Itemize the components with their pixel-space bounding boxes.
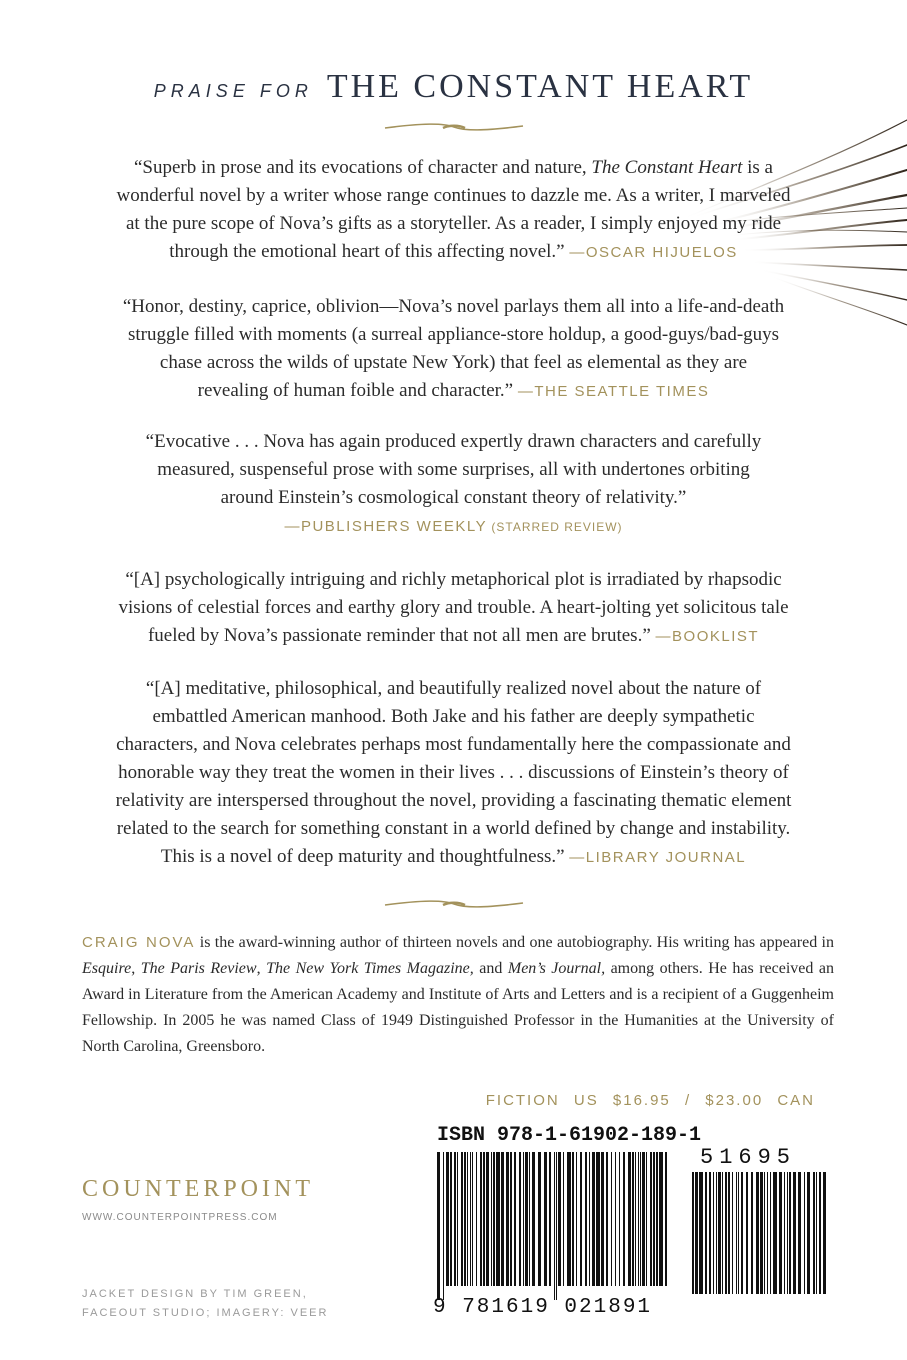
barcode-bar: [741, 1172, 743, 1294]
barcode-bar: [725, 1172, 727, 1294]
barcode-bar: [567, 1152, 571, 1286]
barcode-bar: [544, 1152, 547, 1286]
barcode-bar: [767, 1172, 768, 1294]
barcode-bar: [713, 1172, 714, 1294]
barcode-bar: [699, 1172, 703, 1294]
review-quote-hijuelos: “Superb in prose and its evocations of character and nature, The Constant Heart is a wonderful novel by a writer whose range continues to dazzle me. As a writer, I marveled at the pure scope of Nova’s gifts as a storyteller. As a reader, I simply enjoyed my ride through the emotional heart of this affecting novel.” —OSCAR HIJUELOS: [116, 157, 791, 262]
barcode-bar: [756, 1172, 759, 1294]
barcode-bar: [722, 1172, 723, 1294]
barcode-bar: [461, 1152, 463, 1286]
barcode-bar: [480, 1152, 482, 1286]
book-title-italic: The Constant Heart: [591, 157, 743, 178]
barcode-bar: [525, 1152, 528, 1286]
barcode-bar: [556, 1152, 557, 1300]
barcode-bar: [650, 1152, 652, 1286]
price-line: FICTION US $16.95 / $23.00 CAN: [485, 1092, 815, 1109]
barcode-bar: [532, 1152, 535, 1286]
review-quote-seattle-times: “Honor, destiny, caprice, oblivion—Nova’s novel parlays them all into a life-and-death struggle filled with moments (a surreal appliance-store holdup, a good-guys/bad-guys chase across the wilds of upstate New York) that feel as elemental as they are revealing of human foible and character.” —THE SEATTLE TIMES: [122, 296, 785, 401]
barcode-bar: [619, 1152, 620, 1286]
jacket-credits: JACKET DESIGN BY TIM GREEN, FACEOUT STUDIO; IMAGERY: VEER: [82, 1288, 329, 1319]
publisher-website: WWW.COUNTERPOINTPRESS.COM: [82, 1212, 278, 1223]
barcode-bar: [736, 1172, 737, 1294]
barcode-bar: [798, 1172, 801, 1294]
barcode-bar: [615, 1152, 616, 1286]
barcode-bar: [558, 1152, 561, 1286]
review-quote-library-journal: “[A] meditative, philosophical, and beautifully realized novel about the nature of embattled American manhood. Both Jake and his father are deeply sympathetic characters, and Nova celebrates perhaps most fundamentally here the compassionate and honorable way they treat the women in their lives . . . discussions of Einstein’s theory of relativity are interspersed throughout the novel, providing a fascinating thematic element related to the search for something constant in a world defined by change and instability. This is a novel of deep maturity and thoughtfulness.” —LIBRARY JOURNAL: [115, 678, 792, 867]
barcode-bar: [493, 1152, 495, 1286]
barcode-digits: 9 781619 021891: [433, 1296, 653, 1319]
barcode-bar: [773, 1172, 777, 1294]
barcode-bar: [705, 1172, 707, 1294]
isbn-label: ISBN 978-1-61902-189-1: [437, 1124, 702, 1147]
barcode-bar: [467, 1152, 468, 1286]
barcode-bar: [454, 1152, 456, 1286]
barcode-bar: [665, 1152, 667, 1286]
barcode-bar: [623, 1152, 625, 1286]
author-name: CRAIG NOVA: [82, 934, 196, 951]
barcode-bar: [760, 1172, 763, 1294]
barcode-bar: [506, 1152, 509, 1286]
barcode-bar: [787, 1172, 788, 1294]
review-source: —PUBLISHERS WEEKLY: [284, 518, 488, 535]
isbn-barcode: [435, 1152, 672, 1300]
barcode-bar: [732, 1172, 733, 1294]
barcode-bar: [601, 1152, 604, 1286]
barcode-bar: [807, 1172, 810, 1294]
barcode-bar: [635, 1152, 636, 1286]
barcode-bar: [638, 1152, 639, 1286]
barcode-bar: [653, 1152, 655, 1286]
barcode-bar: [816, 1172, 817, 1294]
barcode-bar: [486, 1152, 489, 1286]
barcode-bar: [529, 1152, 530, 1286]
barcode-bar: [510, 1152, 512, 1286]
barcode-bar: [470, 1152, 471, 1286]
barcode-bar: [476, 1152, 477, 1286]
praise-for-label: PRAISE FOR: [153, 81, 313, 101]
barcode-bar: [779, 1172, 782, 1294]
barcode-bar: [596, 1152, 600, 1286]
barcode-bar: [606, 1152, 608, 1286]
barcode-bar: [491, 1152, 492, 1286]
barcode-bar: [709, 1172, 711, 1294]
barcode-bar: [563, 1152, 564, 1286]
book-title: THE CONSTANT HEART: [326, 68, 754, 105]
barcode-bar: [443, 1152, 444, 1300]
review-source-note: (STARRED REVIEW): [487, 520, 623, 534]
barcode-bar: [813, 1172, 815, 1294]
barcode-bar: [580, 1152, 582, 1286]
barcode-bar: [549, 1152, 551, 1286]
barcode-bar: [589, 1152, 590, 1286]
barcode-bar: [764, 1172, 765, 1294]
barcode-bar: [823, 1172, 826, 1294]
barcode-bar: [646, 1152, 647, 1286]
barcode-bar: [523, 1152, 524, 1286]
barcode-bar: [728, 1172, 730, 1294]
barcode-bar: [472, 1152, 473, 1286]
barcode-bar: [642, 1152, 645, 1286]
barcode-bar: [483, 1152, 485, 1286]
barcode-bar: [789, 1172, 791, 1294]
barcode-bar: [819, 1172, 821, 1294]
barcode-bar: [611, 1152, 612, 1286]
barcode-bar: [692, 1172, 694, 1294]
barcode-bar: [770, 1172, 771, 1294]
review-source: —OSCAR HIJUELOS: [569, 244, 738, 261]
barcode-bar: [632, 1152, 634, 1286]
review-source: —LIBRARY JOURNAL: [569, 849, 747, 866]
barcode-bar: [576, 1152, 577, 1286]
review-source: —THE SEATTLE TIMES: [517, 383, 710, 400]
barcode-bar: [446, 1152, 449, 1286]
barcode-bar: [501, 1152, 504, 1286]
barcode-bar: [514, 1152, 516, 1286]
ornament-divider-bottom: [383, 898, 525, 910]
barcode-bar: [784, 1172, 785, 1294]
barcode-bar: [716, 1172, 717, 1294]
barcode-bar: [554, 1152, 555, 1300]
barcode-bar: [628, 1152, 631, 1286]
barcode-bar: [464, 1152, 466, 1286]
barcode-bar: [450, 1152, 452, 1286]
barcode-bar: [437, 1152, 440, 1300]
barcode-bar: [656, 1152, 658, 1286]
ornament-divider: [383, 121, 525, 133]
review-source: —BOOKLIST: [655, 628, 760, 645]
praise-header: [0, 68, 907, 106]
review-quote-publishers-weekly: “Evocative . . . Nova has again produced expertly drawn characters and carefully measured, suspenseful prose with some surprises, all with undertones orbiting around Einstein’s cosmological constant theory of relativity.” —PUBLISHERS WEEKLY (STARRED REVIEW): [145, 431, 762, 535]
barcode-bar: [804, 1172, 805, 1294]
barcode-bar: [585, 1152, 587, 1286]
barcode-bar: [457, 1152, 458, 1286]
barcode-bar: [640, 1152, 641, 1286]
barcode-bar: [751, 1172, 753, 1294]
price-code-digits: 51695: [700, 1145, 797, 1170]
barcode-bar: [592, 1152, 595, 1286]
barcode-bar: [746, 1172, 748, 1294]
publisher-logo: COUNTERPOINT: [82, 1176, 314, 1202]
barcode-bar: [519, 1152, 521, 1286]
barcode-bar: [538, 1152, 541, 1286]
barcode-bar: [496, 1152, 500, 1286]
barcode-bar: [659, 1152, 663, 1286]
barcode-bar: [572, 1152, 574, 1286]
price-barcode: [690, 1172, 832, 1308]
barcode-bar: [793, 1172, 796, 1294]
author-bio: CRAIG NOVA is the award-winning author of thirteen novels and one autobiography. His writing has appeared in Esquire, The Paris Review, The New York Times Magazine, and Men’s Journal, among others. He has received an Award in Literature from the American Academy and Institute of Arts and Letters and is a recipient of a Guggenheim Fellowship. In 2005 he was named Class of 1949 Distinguished Professor in the Humanities at the University of North Carolina, Greensboro.: [82, 934, 835, 1055]
review-quote-booklist: “[A] psychologically intriguing and richly metaphorical plot is irradiated by rhapsodic visions of celestial forces and earthy glory and trouble. A heart-jolting yet solicitous tale fueled by Nova’s passionate reminder that not all men are brutes.” —BOOKLIST: [118, 569, 789, 646]
barcode-bar: [718, 1172, 721, 1294]
barcode-bar: [695, 1172, 698, 1294]
barcode-bar: [738, 1172, 739, 1294]
